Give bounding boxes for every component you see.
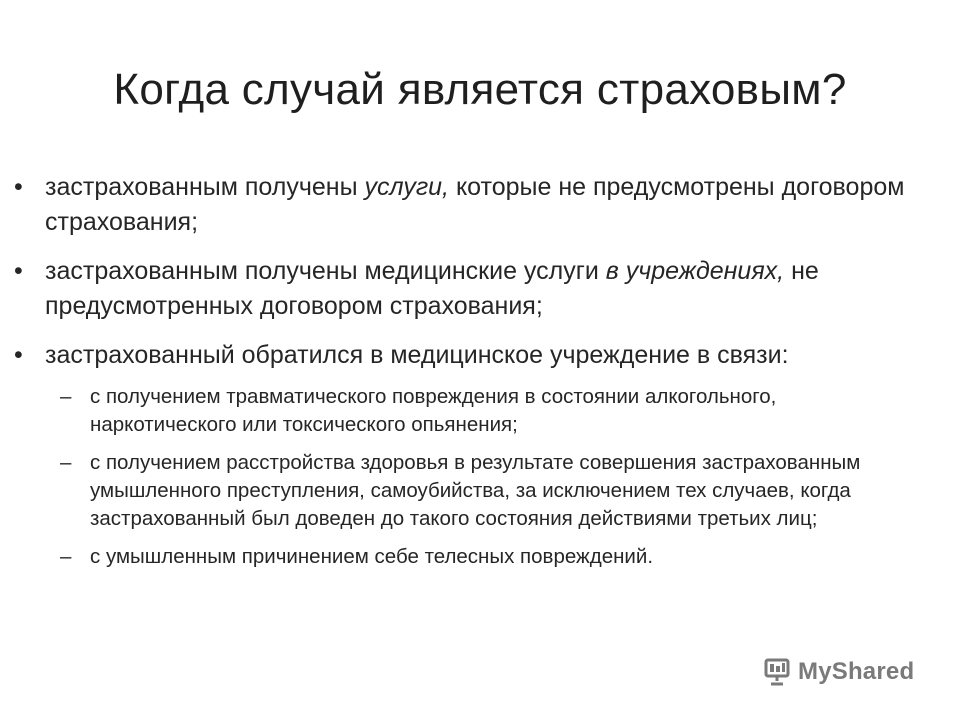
bullet-marker: • xyxy=(14,173,23,201)
bullet-item xyxy=(0,254,925,324)
sub-item xyxy=(16,543,910,571)
bullet-item xyxy=(0,170,925,240)
sub-marker: – xyxy=(60,385,72,408)
bullet-text: застрахованный обратился в медицинское учреждение в связи: xyxy=(45,341,789,369)
bullet-text: которые не предусмотрены договором страхования; xyxy=(45,173,905,236)
sub-text: с получением травматического повреждения в состоянии алкогольного, наркотического или токсического опьянения; xyxy=(90,385,777,436)
bullet-emphasis: в учреждениях, xyxy=(605,257,785,285)
bullet-marker: • xyxy=(14,341,23,369)
slide-body xyxy=(0,170,960,581)
sub-marker: – xyxy=(60,545,72,568)
bullet-item xyxy=(0,338,925,373)
bullet-text: застрахованным получены медицинские услуги xyxy=(45,257,606,285)
sub-text: с получением расстройства здоровья в результате совершения застрахованным умышленного преступления, самоубийства, за исключением тех случаев, когда застрахованный был доведен до такого состояния действиями третьих лиц; xyxy=(90,451,861,530)
watermark-logo xyxy=(762,654,922,690)
sub-item xyxy=(16,449,910,533)
slide-title: Когда случай является страховым? xyxy=(113,65,847,114)
bullet-text: застрахованным получены xyxy=(45,173,365,201)
sub-text: с умышленным причинением себе телесных повреждений. xyxy=(90,545,654,568)
presentation-board-icon xyxy=(762,657,792,687)
bullet-text: не предусмотренных договором страхования; xyxy=(45,257,819,320)
sub-list xyxy=(16,383,960,571)
watermark-text: MyShared xyxy=(798,658,915,685)
bullet-marker: • xyxy=(14,257,23,285)
sub-item xyxy=(16,383,910,439)
bullet-emphasis: услуги, xyxy=(364,173,449,201)
sub-marker: – xyxy=(60,451,72,474)
